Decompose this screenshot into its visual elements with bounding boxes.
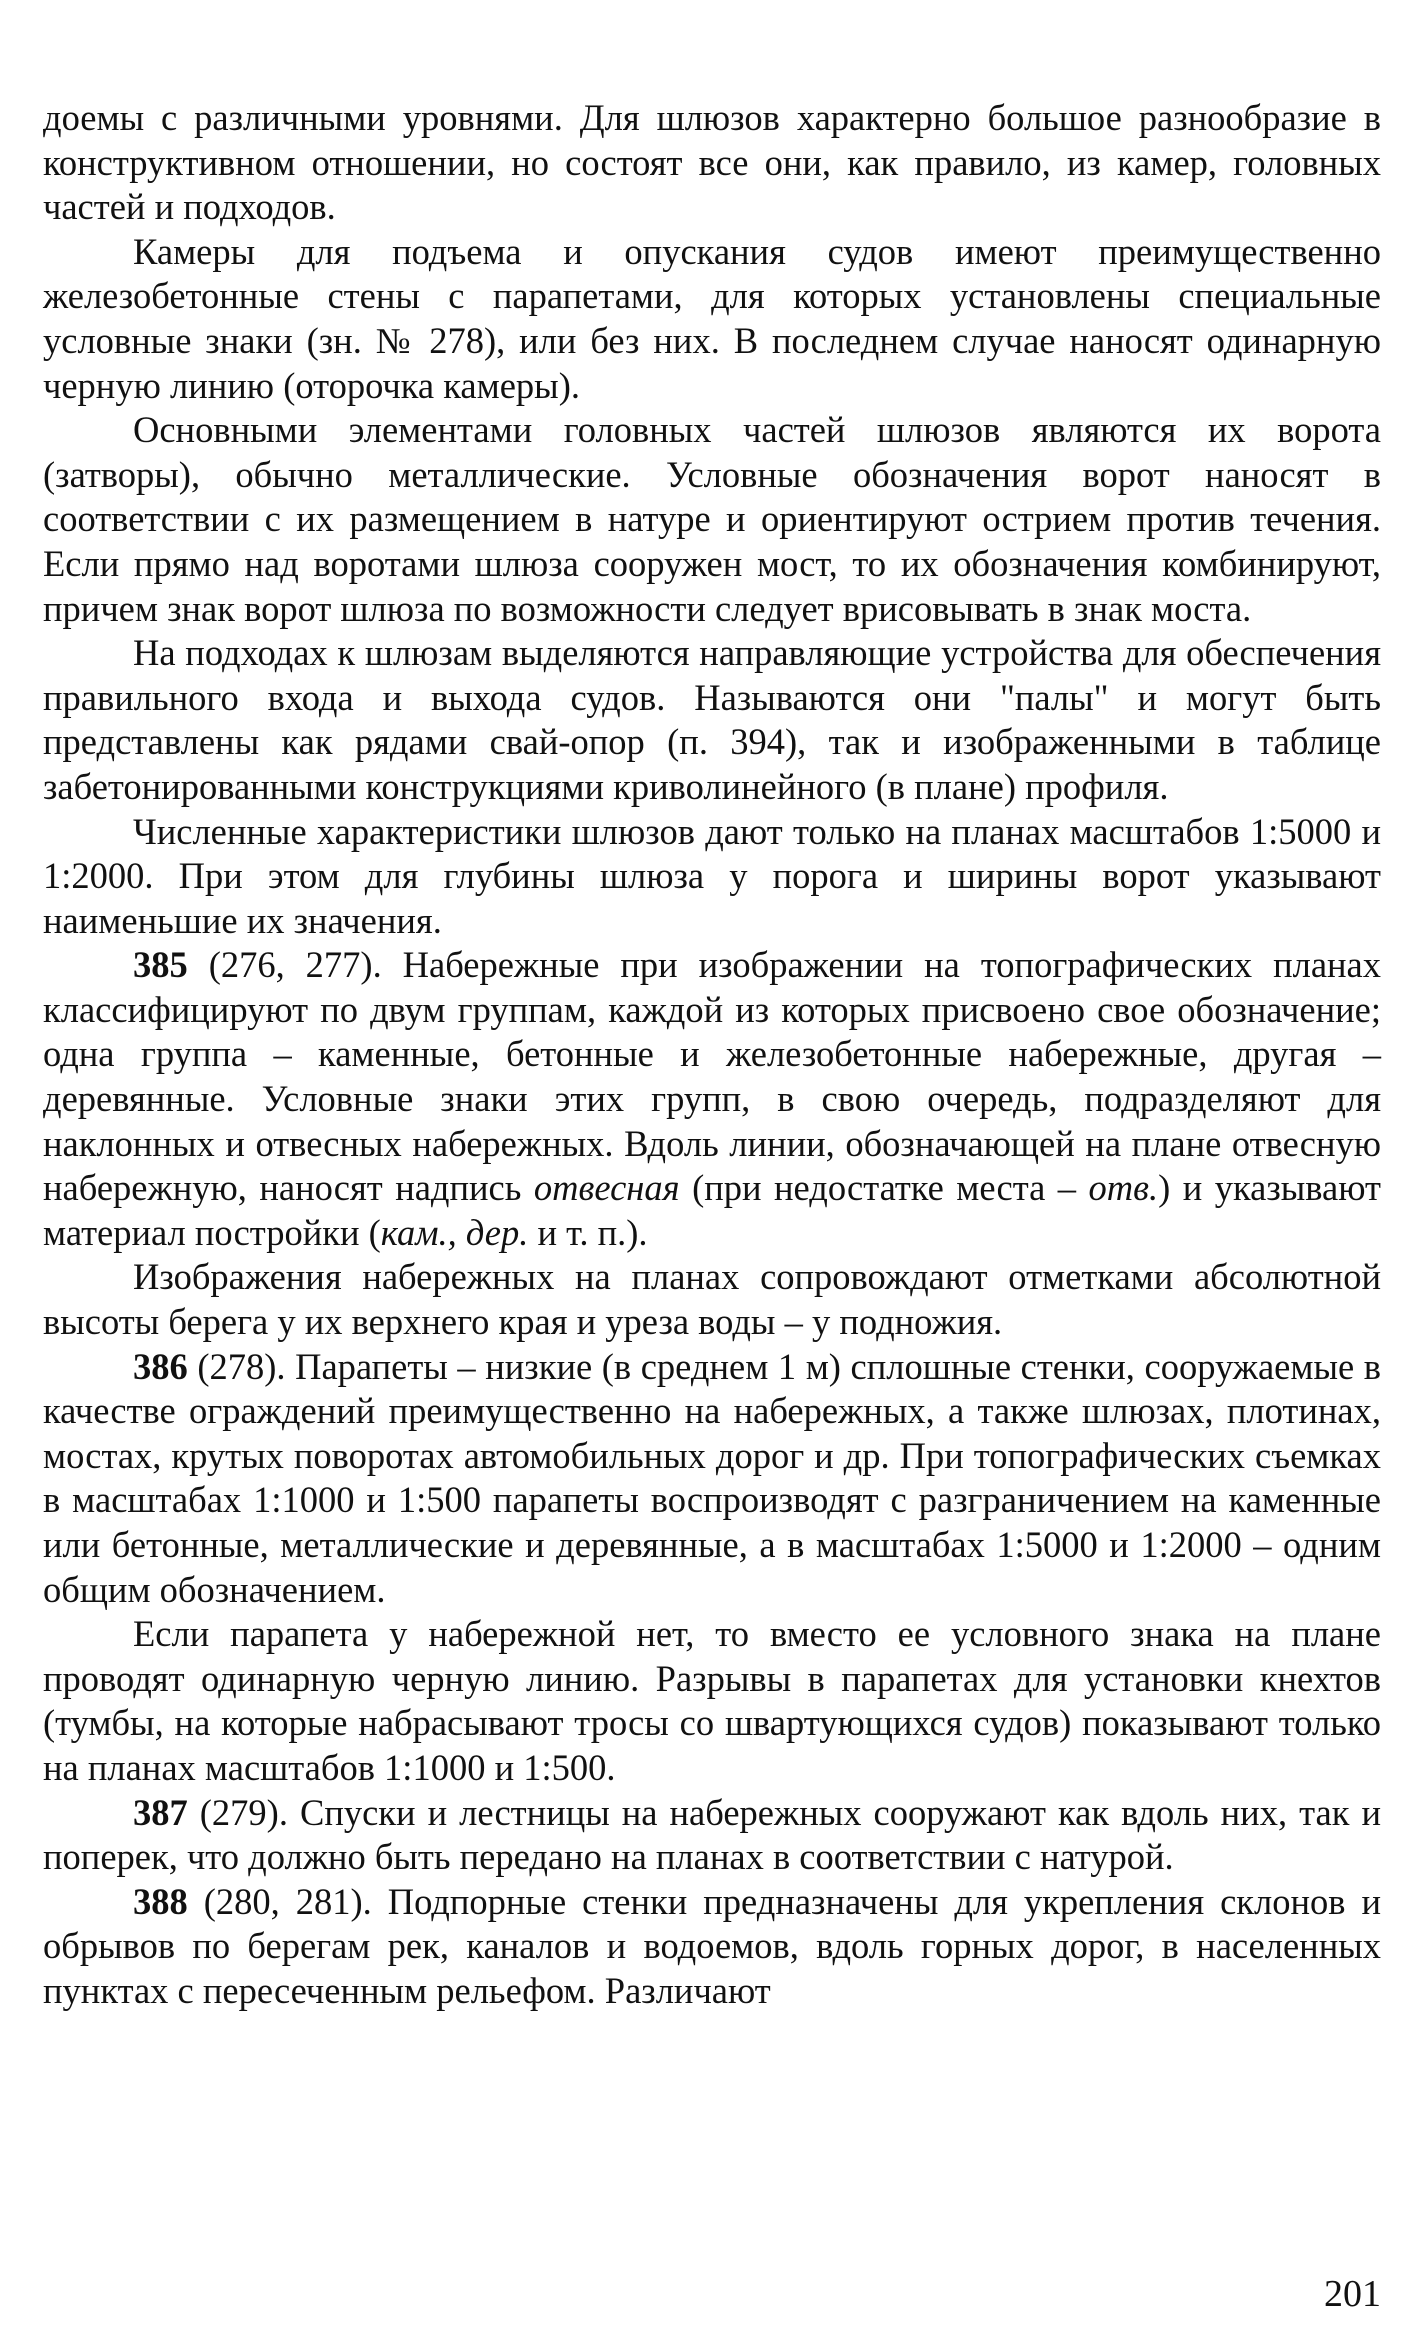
paragraph-1 xyxy=(43,96,1381,230)
paragraph-5-text: Численные характеристики шлюзов дают только на планах масштабов 1:5000 и 1:2000. При этом для глубины шлюза у порога и ширины ворот указывают наименьшие их значения. xyxy=(43,810,1381,941)
paragraph-385-text-c: ) и указывают материал постройки ( xyxy=(43,1167,1381,1253)
paragraph-7 xyxy=(43,1255,1381,1344)
paragraph-385-italic-b: отв. xyxy=(1088,1167,1159,1209)
paragraph-386-text: (278). Парапеты – низкие (в среднем 1 м) сплошные стенки, сооружаемые в качестве ограждений преимущественно на набережных, а также шлюзах, плотинах, мостах, крутых поворотах автомобильных дорог и др. При топографических съемках в масштабах 1:1000 и 1:500 парапеты воспроизводят с разграничением на каменные или бетонные, металлические и деревянные, а в масштабах 1:5000 и 1:2000 – одним общим обозначением. xyxy=(43,1345,1381,1610)
paragraph-385-text-b: (при недостатке места – xyxy=(679,1167,1089,1209)
paragraph-2-text: Камеры для подъема и опускания судов имеют преимущественно железобетонные стены с парапетами, для которых установлены специальные условные знаки (зн. № 278), или без них. В последнем случае наносят одинарную черную линию (оторочка камеры). xyxy=(43,230,1381,406)
section-number-385: 385 xyxy=(133,944,188,986)
paragraph-5 xyxy=(43,810,1381,944)
paragraph-9-text: Если парапета у набережной нет, то вместо ее условного знака на плане проводят одинарную черную линию. Разрывы в парапетах для установки кнехтов (тумбы, на которые набрасывают тросы со швартующихся судов) показывают только на планах масштабов 1:1000 и 1:500. xyxy=(43,1613,1381,1788)
paragraph-388-text: (280, 281). Подпорные стенки предназначены для укрепления склонов и обрывов по берегам рек, каналов и водоемов, вдоль горных дорог, в населенных пунктах с пересеченным рельефом. Различают xyxy=(43,1880,1381,2011)
paragraph-1-text: доемы с различными уровнями. Для шлюзов характерно большое разнообразие в конструктивном отношении, но состоят все они, как правило, из камер, головных частей и подходов. xyxy=(43,97,1381,228)
paragraph-385 xyxy=(43,943,1381,1255)
paragraph-387-text: (279). Спуски и лестницы на набережных сооружают как вдоль них, так и поперек, что должно быть передано на планах в соответствии с натурой. xyxy=(43,1791,1381,1878)
paragraph-9 xyxy=(43,1612,1381,1790)
paragraph-2 xyxy=(43,230,1381,408)
paragraph-3 xyxy=(43,408,1381,631)
paragraph-385-italic-a: отвесная xyxy=(533,1167,680,1209)
section-number-388: 388 xyxy=(133,1880,188,1922)
section-number-387: 387 xyxy=(133,1791,188,1833)
paragraph-385-text-a: (276, 277). Набережные при изображении на топографических планах классифицируют по двум группам, каждой из которых присвоено свое обозначение; одна группа – каменные, бетонные и железобетонные набережные, другая – деревянные. Условные знаки этих групп, в свою очередь, подразделяют для наклонных и отвесных набережных. Вдоль линии, обозначающей на плане отвесную набережную, наносят надпись xyxy=(43,944,1381,1209)
paragraph-7-text: Изображения набережных на планах сопровождают отметками абсолютной высоты берега у их верхнего края и уреза воды – у подножия. xyxy=(43,1256,1381,1343)
paragraph-385-italic-c: кам., дер. xyxy=(380,1211,529,1253)
page-number: 201 xyxy=(1324,2273,1381,2315)
paragraph-3-text: Основными элементами головных частей шлюзов являются их ворота (затворы), обычно металлические. Условные обозначения ворот наносят в соответствии с их размещением в натуре и ориентируют острием против течения. Если прямо над воротами шлюза сооружен мост, то их обозначения комбинируют, причем знак ворот шлюза по возможности следует врисовывать в знак моста. xyxy=(43,409,1381,629)
paragraph-387 xyxy=(43,1791,1381,1880)
paragraph-4 xyxy=(43,631,1381,809)
paragraph-388 xyxy=(43,1880,1381,2014)
paragraph-385-text-d: и т. п.). xyxy=(528,1211,648,1253)
section-number-386: 386 xyxy=(133,1345,188,1387)
paragraph-386 xyxy=(43,1345,1381,1613)
page-text xyxy=(43,96,1381,2316)
paragraph-4-text: На подходах к шлюзам выделяются направляющие устройства для обеспечения правильного входа и выхода судов. Называются они "палы" и могут быть представлены как рядами свай-опор (п. 394), так и изображенными в таблице забетонированными конструкциями криволинейного (в плане) профиля. xyxy=(43,632,1381,807)
